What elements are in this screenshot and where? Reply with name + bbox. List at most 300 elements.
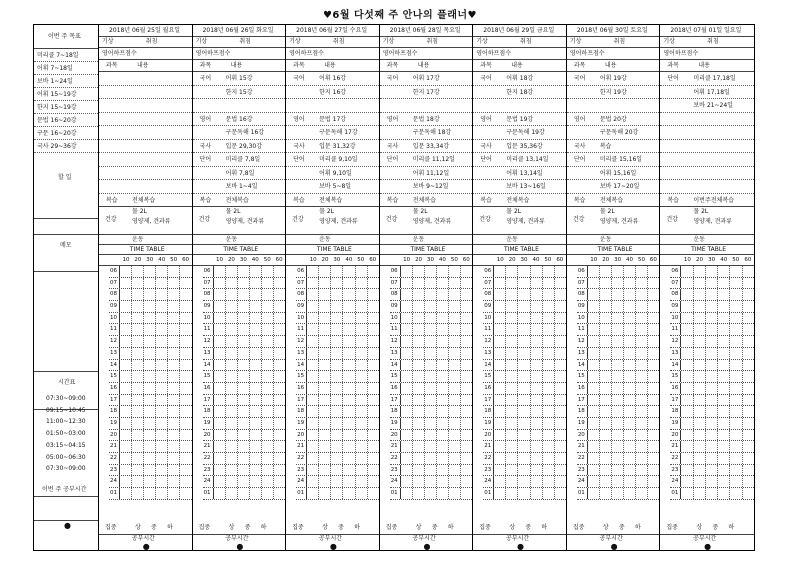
time-slot[interactable] (368, 278, 379, 289)
time-slot[interactable] (144, 406, 156, 417)
time-slot[interactable] (331, 348, 343, 359)
time-slot[interactable] (250, 313, 262, 324)
time-slot[interactable] (718, 301, 730, 312)
time-slot[interactable] (319, 371, 331, 382)
time-slot[interactable] (425, 278, 437, 289)
time-slot[interactable] (274, 360, 285, 371)
time-slot[interactable] (694, 301, 706, 312)
time-slot[interactable] (180, 348, 191, 359)
time-slot[interactable] (250, 371, 262, 382)
time-slot[interactable] (132, 289, 144, 300)
time-slot[interactable] (144, 301, 156, 312)
time-slot[interactable] (356, 371, 368, 382)
time-slot[interactable] (413, 383, 425, 394)
time-slot[interactable] (461, 324, 472, 335)
time-slot[interactable] (262, 418, 274, 429)
time-slot[interactable] (612, 324, 624, 335)
time-slot[interactable] (168, 266, 180, 277)
time-slot[interactable] (706, 371, 718, 382)
time-slot[interactable] (437, 336, 449, 347)
time-slot[interactable] (307, 453, 319, 464)
time-slot[interactable] (274, 301, 285, 312)
time-slot[interactable] (132, 395, 144, 406)
time-slot[interactable] (331, 336, 343, 347)
time-slot[interactable] (401, 324, 413, 335)
time-slot[interactable] (531, 395, 543, 406)
time-slot[interactable] (612, 406, 624, 417)
time-slot[interactable] (518, 476, 530, 487)
time-slot[interactable] (331, 453, 343, 464)
time-slot[interactable] (518, 266, 530, 277)
time-slot[interactable] (730, 360, 742, 371)
time-slot[interactable] (506, 324, 518, 335)
time-slot[interactable] (144, 383, 156, 394)
time-slot[interactable] (238, 453, 250, 464)
time-slot[interactable] (600, 430, 612, 441)
time-slot[interactable] (694, 324, 706, 335)
time-slot[interactable] (730, 278, 742, 289)
time-slot[interactable] (368, 476, 379, 487)
time-slot[interactable] (132, 418, 144, 429)
time-slot[interactable] (368, 324, 379, 335)
time-slot[interactable] (226, 395, 238, 406)
time-slot[interactable] (743, 348, 754, 359)
time-slot[interactable] (624, 406, 636, 417)
time-slot[interactable] (319, 453, 331, 464)
time-slot[interactable] (425, 465, 437, 476)
time-slot[interactable] (718, 266, 730, 277)
time-slot[interactable] (694, 371, 706, 382)
time-slot[interactable] (274, 418, 285, 429)
time-slot[interactable] (343, 441, 355, 452)
time-slot[interactable] (425, 266, 437, 277)
time-slot[interactable] (401, 336, 413, 347)
time-slot[interactable] (531, 488, 543, 499)
time-slot[interactable] (543, 348, 555, 359)
time-slot[interactable] (494, 430, 506, 441)
time-slot[interactable] (401, 453, 413, 464)
time-slot[interactable] (132, 453, 144, 464)
time-slot[interactable] (120, 371, 132, 382)
time-slot[interactable] (413, 453, 425, 464)
time-slot[interactable] (612, 278, 624, 289)
time-slot[interactable] (144, 418, 156, 429)
time-slot[interactable] (401, 360, 413, 371)
time-slot[interactable] (743, 266, 754, 277)
time-slot[interactable] (555, 301, 566, 312)
time-slot[interactable] (226, 430, 238, 441)
time-slot[interactable] (120, 476, 132, 487)
time-slot[interactable] (588, 313, 600, 324)
time-slot[interactable] (681, 488, 693, 499)
time-slot[interactable] (588, 324, 600, 335)
time-slot[interactable] (120, 348, 132, 359)
time-slot[interactable] (494, 289, 506, 300)
time-slot[interactable] (180, 301, 191, 312)
time-slot[interactable] (356, 395, 368, 406)
time-slot[interactable] (274, 348, 285, 359)
time-slot[interactable] (168, 371, 180, 382)
time-slot[interactable] (319, 360, 331, 371)
time-slot[interactable] (120, 266, 132, 277)
time-slot[interactable] (681, 348, 693, 359)
time-slot[interactable] (238, 301, 250, 312)
time-slot[interactable] (144, 336, 156, 347)
time-slot[interactable] (648, 360, 659, 371)
time-slot[interactable] (449, 348, 461, 359)
time-slot[interactable] (543, 383, 555, 394)
time-slot[interactable] (156, 289, 168, 300)
time-slot[interactable] (144, 430, 156, 441)
time-slot[interactable] (156, 313, 168, 324)
time-slot[interactable] (494, 476, 506, 487)
time-slot[interactable] (319, 348, 331, 359)
time-slot[interactable] (648, 348, 659, 359)
time-slot[interactable] (356, 348, 368, 359)
time-slot[interactable] (730, 488, 742, 499)
time-slot[interactable] (543, 324, 555, 335)
time-slot[interactable] (331, 476, 343, 487)
time-slot[interactable] (494, 441, 506, 452)
time-slot[interactable] (274, 395, 285, 406)
time-slot[interactable] (307, 324, 319, 335)
time-slot[interactable] (437, 395, 449, 406)
time-slot[interactable] (694, 395, 706, 406)
time-slot[interactable] (461, 441, 472, 452)
time-slot[interactable] (494, 324, 506, 335)
time-slot[interactable] (518, 383, 530, 394)
time-slot[interactable] (343, 395, 355, 406)
time-slot[interactable] (343, 336, 355, 347)
time-slot[interactable] (730, 313, 742, 324)
time-slot[interactable] (238, 383, 250, 394)
time-slot[interactable] (437, 348, 449, 359)
time-slot[interactable] (250, 430, 262, 441)
time-slot[interactable] (494, 383, 506, 394)
time-slot[interactable] (437, 476, 449, 487)
time-slot[interactable] (156, 324, 168, 335)
time-slot[interactable] (694, 476, 706, 487)
time-slot[interactable] (180, 324, 191, 335)
time-slot[interactable] (331, 488, 343, 499)
time-slot[interactable] (319, 278, 331, 289)
time-slot[interactable] (120, 313, 132, 324)
time-slot[interactable] (214, 360, 226, 371)
time-slot[interactable] (543, 266, 555, 277)
time-slot[interactable] (624, 360, 636, 371)
time-slot[interactable] (214, 418, 226, 429)
time-slot[interactable] (262, 476, 274, 487)
time-slot[interactable] (648, 476, 659, 487)
time-slot[interactable] (437, 453, 449, 464)
time-slot[interactable] (694, 465, 706, 476)
time-slot[interactable] (612, 488, 624, 499)
time-slot[interactable] (543, 430, 555, 441)
time-slot[interactable] (132, 383, 144, 394)
time-slot[interactable] (437, 289, 449, 300)
time-slot[interactable] (543, 278, 555, 289)
time-slot[interactable] (356, 418, 368, 429)
time-slot[interactable] (588, 441, 600, 452)
time-slot[interactable] (413, 371, 425, 382)
time-slot[interactable] (262, 266, 274, 277)
time-slot[interactable] (648, 313, 659, 324)
time-slot[interactable] (307, 430, 319, 441)
time-slot[interactable] (168, 488, 180, 499)
time-slot[interactable] (120, 383, 132, 394)
time-slot[interactable] (307, 441, 319, 452)
time-slot[interactable] (132, 348, 144, 359)
time-slot[interactable] (274, 324, 285, 335)
time-slot[interactable] (262, 488, 274, 499)
time-slot[interactable] (226, 488, 238, 499)
time-slot[interactable] (401, 406, 413, 417)
time-slot[interactable] (214, 278, 226, 289)
time-slot[interactable] (307, 313, 319, 324)
time-slot[interactable] (706, 441, 718, 452)
time-slot[interactable] (238, 418, 250, 429)
time-slot[interactable] (437, 278, 449, 289)
time-slot[interactable] (307, 336, 319, 347)
time-slot[interactable] (718, 360, 730, 371)
time-slot[interactable] (120, 360, 132, 371)
time-slot[interactable] (401, 395, 413, 406)
time-slot[interactable] (343, 371, 355, 382)
time-slot[interactable] (743, 383, 754, 394)
time-slot[interactable] (214, 324, 226, 335)
time-slot[interactable] (449, 289, 461, 300)
time-slot[interactable] (681, 418, 693, 429)
time-slot[interactable] (636, 453, 648, 464)
time-slot[interactable] (132, 360, 144, 371)
time-slot[interactable] (648, 301, 659, 312)
time-slot[interactable] (461, 418, 472, 429)
time-slot[interactable] (226, 324, 238, 335)
time-slot[interactable] (120, 465, 132, 476)
time-slot[interactable] (718, 371, 730, 382)
time-slot[interactable] (368, 488, 379, 499)
time-slot[interactable] (600, 395, 612, 406)
time-slot[interactable] (588, 289, 600, 300)
time-slot[interactable] (262, 453, 274, 464)
time-slot[interactable] (506, 301, 518, 312)
time-slot[interactable] (401, 465, 413, 476)
time-slot[interactable] (449, 418, 461, 429)
time-slot[interactable] (343, 289, 355, 300)
time-slot[interactable] (543, 441, 555, 452)
time-slot[interactable] (694, 453, 706, 464)
time-slot[interactable] (612, 301, 624, 312)
time-slot[interactable] (307, 278, 319, 289)
time-slot[interactable] (730, 266, 742, 277)
time-slot[interactable] (262, 289, 274, 300)
time-slot[interactable] (461, 465, 472, 476)
time-slot[interactable] (648, 383, 659, 394)
time-slot[interactable] (180, 418, 191, 429)
time-slot[interactable] (343, 488, 355, 499)
time-slot[interactable] (156, 266, 168, 277)
time-slot[interactable] (238, 278, 250, 289)
time-slot[interactable] (238, 336, 250, 347)
time-slot[interactable] (624, 465, 636, 476)
time-slot[interactable] (343, 453, 355, 464)
time-slot[interactable] (636, 395, 648, 406)
time-slot[interactable] (588, 360, 600, 371)
time-slot[interactable] (718, 453, 730, 464)
time-slot[interactable] (368, 406, 379, 417)
time-slot[interactable] (600, 488, 612, 499)
time-slot[interactable] (331, 465, 343, 476)
time-slot[interactable] (437, 313, 449, 324)
time-slot[interactable] (168, 278, 180, 289)
time-slot[interactable] (144, 488, 156, 499)
time-slot[interactable] (648, 336, 659, 347)
time-slot[interactable] (706, 406, 718, 417)
time-slot[interactable] (368, 430, 379, 441)
time-slot[interactable] (624, 395, 636, 406)
time-slot[interactable] (555, 360, 566, 371)
time-slot[interactable] (681, 430, 693, 441)
time-slot[interactable] (555, 348, 566, 359)
time-slot[interactable] (624, 453, 636, 464)
time-slot[interactable] (636, 476, 648, 487)
time-slot[interactable] (250, 465, 262, 476)
time-slot[interactable] (156, 488, 168, 499)
time-slot[interactable] (506, 266, 518, 277)
time-slot[interactable] (274, 406, 285, 417)
time-slot[interactable] (588, 371, 600, 382)
time-slot[interactable] (238, 360, 250, 371)
time-slot[interactable] (368, 348, 379, 359)
time-slot[interactable] (331, 406, 343, 417)
time-slot[interactable] (413, 406, 425, 417)
time-slot[interactable] (156, 336, 168, 347)
time-slot[interactable] (238, 324, 250, 335)
time-slot[interactable] (331, 430, 343, 441)
time-slot[interactable] (425, 453, 437, 464)
time-slot[interactable] (730, 406, 742, 417)
time-slot[interactable] (226, 453, 238, 464)
time-slot[interactable] (506, 289, 518, 300)
time-slot[interactable] (506, 406, 518, 417)
time-slot[interactable] (401, 348, 413, 359)
time-slot[interactable] (368, 465, 379, 476)
time-slot[interactable] (356, 441, 368, 452)
time-slot[interactable] (636, 488, 648, 499)
time-slot[interactable] (307, 476, 319, 487)
time-slot[interactable] (180, 266, 191, 277)
time-slot[interactable] (449, 313, 461, 324)
time-slot[interactable] (555, 289, 566, 300)
time-slot[interactable] (506, 371, 518, 382)
time-slot[interactable] (718, 313, 730, 324)
time-slot[interactable] (144, 360, 156, 371)
time-slot[interactable] (307, 418, 319, 429)
time-slot[interactable] (531, 278, 543, 289)
time-slot[interactable] (494, 418, 506, 429)
time-slot[interactable] (274, 476, 285, 487)
time-slot[interactable] (531, 371, 543, 382)
time-slot[interactable] (401, 441, 413, 452)
time-slot[interactable] (555, 383, 566, 394)
time-slot[interactable] (307, 383, 319, 394)
time-slot[interactable] (531, 336, 543, 347)
time-slot[interactable] (648, 430, 659, 441)
time-slot[interactable] (262, 313, 274, 324)
time-slot[interactable] (262, 360, 274, 371)
time-slot[interactable] (612, 313, 624, 324)
time-slot[interactable] (356, 406, 368, 417)
time-slot[interactable] (368, 441, 379, 452)
time-slot[interactable] (307, 266, 319, 277)
time-slot[interactable] (718, 406, 730, 417)
time-slot[interactable] (238, 406, 250, 417)
time-slot[interactable] (425, 336, 437, 347)
time-slot[interactable] (531, 301, 543, 312)
time-slot[interactable] (531, 289, 543, 300)
time-slot[interactable] (156, 418, 168, 429)
time-slot[interactable] (694, 383, 706, 394)
time-slot[interactable] (413, 348, 425, 359)
time-slot[interactable] (636, 430, 648, 441)
time-slot[interactable] (250, 418, 262, 429)
time-slot[interactable] (250, 278, 262, 289)
time-slot[interactable] (343, 348, 355, 359)
time-slot[interactable] (648, 289, 659, 300)
time-slot[interactable] (636, 465, 648, 476)
time-slot[interactable] (437, 430, 449, 441)
time-slot[interactable] (543, 453, 555, 464)
time-slot[interactable] (401, 383, 413, 394)
time-slot[interactable] (600, 348, 612, 359)
time-slot[interactable] (343, 360, 355, 371)
time-slot[interactable] (437, 324, 449, 335)
time-slot[interactable] (262, 430, 274, 441)
time-slot[interactable] (718, 488, 730, 499)
time-slot[interactable] (681, 313, 693, 324)
time-slot[interactable] (706, 324, 718, 335)
time-slot[interactable] (706, 465, 718, 476)
time-slot[interactable] (180, 371, 191, 382)
time-slot[interactable] (343, 324, 355, 335)
time-slot[interactable] (612, 441, 624, 452)
time-slot[interactable] (238, 313, 250, 324)
time-slot[interactable] (437, 418, 449, 429)
time-slot[interactable] (730, 371, 742, 382)
time-slot[interactable] (238, 348, 250, 359)
time-slot[interactable] (461, 430, 472, 441)
time-slot[interactable] (331, 324, 343, 335)
time-slot[interactable] (413, 441, 425, 452)
time-slot[interactable] (531, 383, 543, 394)
time-slot[interactable] (730, 336, 742, 347)
time-slot[interactable] (506, 336, 518, 347)
time-slot[interactable] (226, 289, 238, 300)
time-slot[interactable] (262, 278, 274, 289)
time-slot[interactable] (648, 278, 659, 289)
time-slot[interactable] (168, 465, 180, 476)
time-slot[interactable] (144, 324, 156, 335)
time-slot[interactable] (331, 266, 343, 277)
time-slot[interactable] (226, 383, 238, 394)
time-slot[interactable] (706, 488, 718, 499)
time-slot[interactable] (180, 465, 191, 476)
time-slot[interactable] (250, 324, 262, 335)
time-slot[interactable] (494, 406, 506, 417)
time-slot[interactable] (401, 301, 413, 312)
time-slot[interactable] (706, 453, 718, 464)
time-slot[interactable] (356, 289, 368, 300)
